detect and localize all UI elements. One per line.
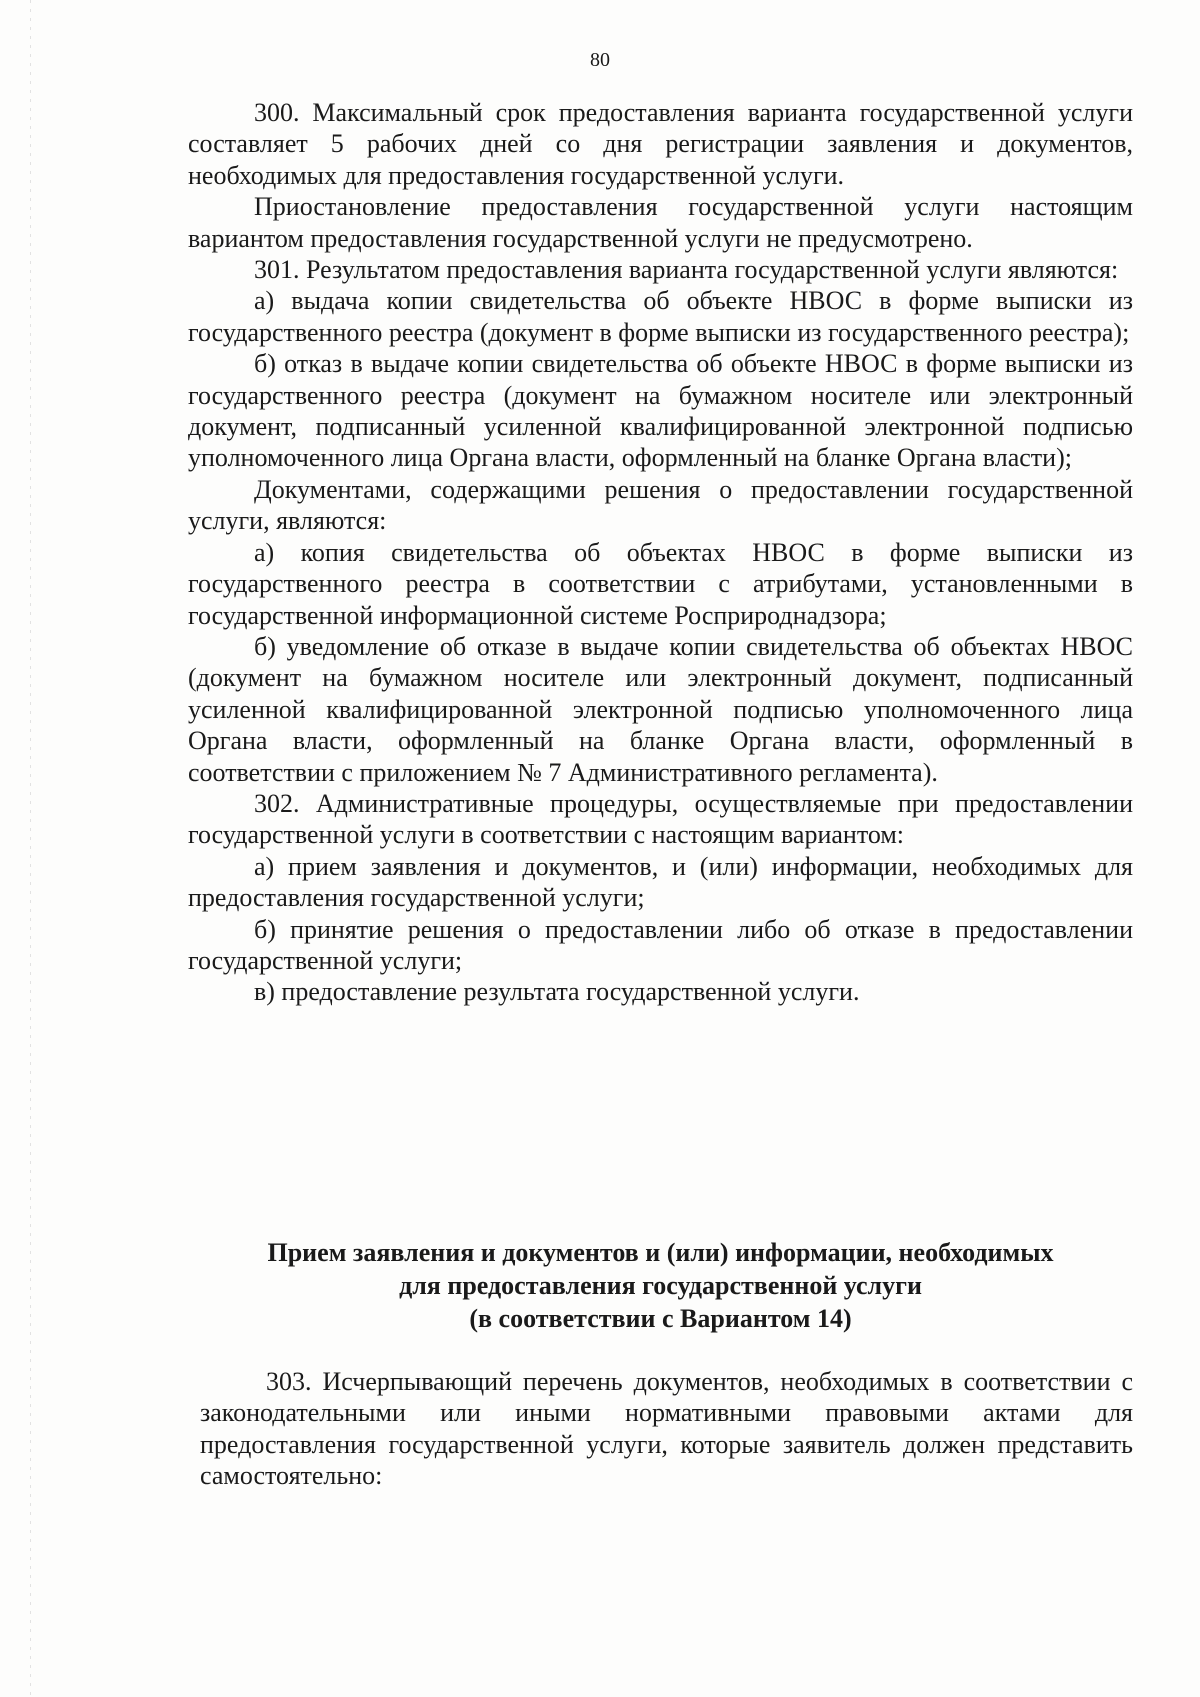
section-heading-line-2: для предоставления государственной услуги: [399, 1271, 922, 1300]
paragraph-302-v: в) предоставление результата государственной услуги.: [254, 977, 860, 1007]
section-heading-line-1: Прием заявления и документов и (или) информации, необходимых: [267, 1238, 1054, 1267]
paragraph-303: 303. Исчерпывающий перечень документов, необходимых в соответствии с законодательными или иными нормативными правовыми актами для предоставления государственной услуги, которые заявитель должен представить самостоятельно:: [200, 1367, 1133, 1491]
paragraph-302-a: а) прием заявления и документов, и (или) информации, необходимых для предоставления государственной услуги;: [188, 851, 1133, 913]
paragraph-301-a: а) выдача копии свидетельства об объекте НВОС в форме выписки из государственного реестра (документ в форме выписки из государственного реестра);: [188, 286, 1133, 347]
scan-edge-artifact: [30, 0, 31, 1697]
paragraph-suspension: Приостановление предоставления государственной услуги настоящим вариантом предоставления государственной услуги не предусмотрено.: [188, 192, 1133, 253]
paragraph-decision-b: б) уведомление об отказе в выдаче копии свидетельства об объектах НВОС (документ на бумажном носителе или электронный документ, подписанный усиленной квалифицированной электронной подписью уполномоченного лица Органа власти, оформленный на бланке Органа власти, оформленный в соответствии с приложением № 7 Административного регламента).: [188, 631, 1133, 787]
paragraph-decision-a: а) копия свидетельства об объектах НВОС в форме выписки из государственного реестра в соответствии с атрибутами, установленными в государственной информационной системе Росприроднадзора;: [188, 537, 1133, 630]
document-body-continued: [200, 1366, 1133, 1492]
page-number: 80: [590, 49, 610, 71]
paragraph-300: 300. Максимальный срок предоставления варианта государственной услуги составляет 5 рабочих дней со дня регистрации заявления и документов, необходимых для предоставления государственной услуги.: [188, 98, 1133, 190]
paragraph-decision-documents: Документами, содержащими решения о предоставлении государственной услуги, являются:: [188, 474, 1133, 536]
section-heading: [188, 1236, 1133, 1335]
document-body: [188, 97, 1133, 1008]
paragraph-302-b: б) принятие решения о предоставлении либо об отказе в предоставлении государственной услуги;: [188, 914, 1133, 975]
paragraph-301: 301. Результатом предоставления варианта государственной услуги являются:: [254, 255, 1119, 285]
paragraph-301-b: б) отказ в выдаче копии свидетельства об объекте НВОС в форме выписки из государственного реестра (документ на бумажном носителе или электронный документ, подписанный усиленной квалифицированной электронной подписью уполномоченного лица Органа власти, оформленный на бланке Органа власти);: [188, 349, 1133, 473]
section-heading-line-3: (в соответствии с Вариантом 14): [469, 1304, 852, 1333]
paragraph-302: 302. Административные процедуры, осуществляемые при предоставлении государственной услуги в соответствии с настоящим вариантом:: [188, 788, 1133, 850]
